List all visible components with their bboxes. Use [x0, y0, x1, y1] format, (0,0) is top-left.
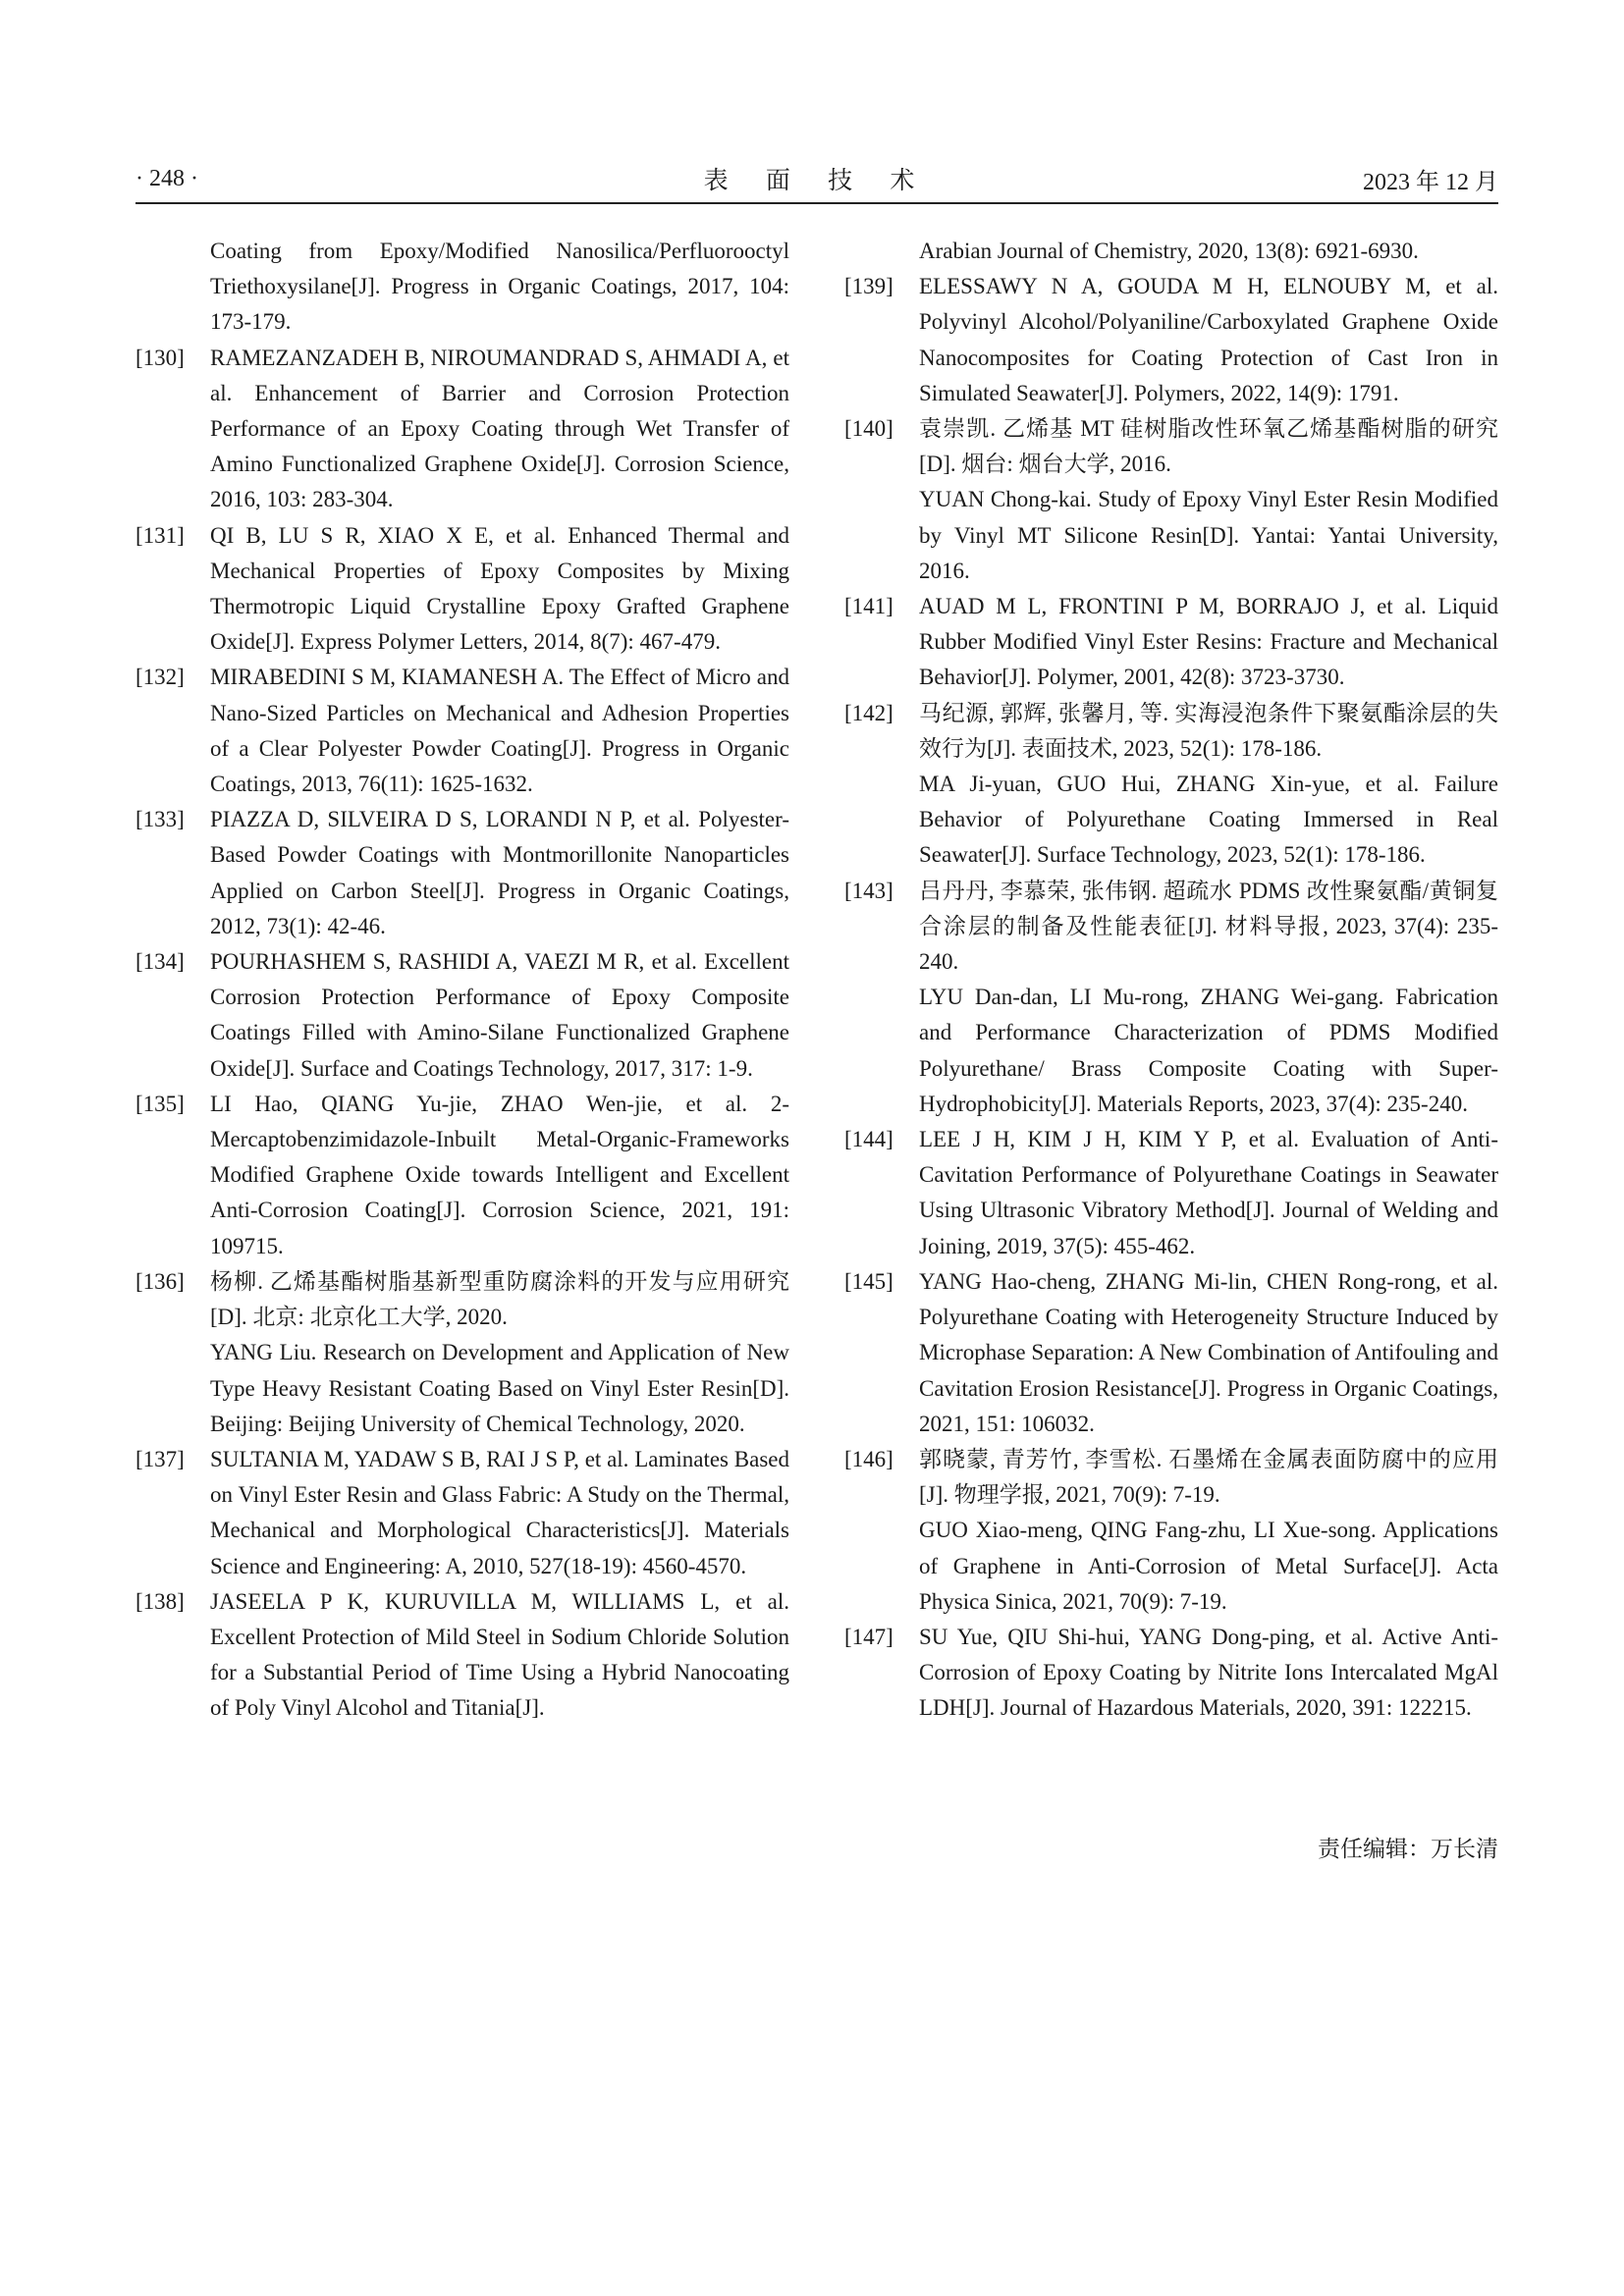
reference-line: YANG Hao-cheng, ZHANG Mi-lin, CHEN Rong-rong, et al. Polyurethane Coating with Heterogeneity Structure Induced by Microphase Separation: A New Combination of Antifouling and Cavitation Erosion Resistance[J]. Progress in Organic Coatings, 2021, 151: 106032.: [919, 1268, 1498, 1436]
reference-text: [210, 660, 789, 802]
reference-entry: [135, 1264, 789, 1442]
reference-text: [919, 411, 1498, 589]
reference-text: [919, 589, 1498, 696]
reference-text: [210, 1442, 789, 1584]
reference-entry: [135, 518, 789, 661]
reference-text: [210, 1264, 789, 1442]
reference-line: 吕丹丹, 李慕荣, 张伟钢. 超疏水 PDMS 改性聚氨酯/黄铜复合涂层的制备及性能表征[J]. 材料导报, 2023, 37(4): 235-240.: [919, 878, 1498, 975]
reference-continuation: Coating from Epoxy/Modified Nanosilica/Perfluorooctyl Triethoxysilane[J]. Progress in Organic Coatings, 2017, 104: 173-179.: [210, 239, 789, 335]
reference-line: SU Yue, QIU Shi-hui, YANG Dong-ping, et al. Active Anti-Corrosion of Epoxy Coating by Nitrite Ions Intercalated MgAl LDH[J]. Journal of Hazardous Materials, 2020, 391: 122215.: [919, 1624, 1498, 1721]
reference-number: [132]: [135, 665, 185, 690]
reference-text: [210, 1584, 789, 1727]
reference-text: [210, 802, 789, 944]
reference-entry: [135, 802, 789, 944]
reference-entry: [844, 589, 1498, 696]
reference-number: [130]: [135, 345, 185, 370]
reference-text: [210, 341, 789, 518]
reference-number: [140]: [844, 416, 893, 442]
reference-number: [134]: [135, 949, 185, 975]
journal-title: 表 面 技 术: [703, 168, 931, 194]
reference-line: 郭晓蒙, 青芳竹, 李雪松. 石墨烯在金属表面防腐中的应用[J]. 物理学报, 2021, 70(9): 7-19.: [919, 1446, 1498, 1508]
reference-line: PIAZZA D, SILVEIRA D S, LORANDI N P, et al. Polyester-Based Powder Coatings with Montmorillonite Nanoparticles Applied on Carbon Steel[J]. Progress in Organic Coatings, 2012, 73(1): 42-46.: [210, 807, 789, 938]
reference-line: GUO Xiao-meng, QING Fang-zhu, LI Xue-song. Applications of Graphene in Anti-Corrosion of Metal Surface[J]. Acta Physica Sinica, 2021, 70(9): 7-19.: [919, 1518, 1498, 1614]
reference-entry: [135, 1584, 789, 1727]
reference-number: [131]: [135, 522, 185, 548]
running-header: [135, 157, 1498, 200]
reference-number: [146]: [844, 1446, 893, 1471]
reference-entry: [135, 1087, 789, 1264]
reference-number: [145]: [844, 1268, 893, 1294]
reference-entry: [844, 411, 1498, 589]
reference-continuation: Arabian Journal of Chemistry, 2020, 13(8): 6921-6930.: [919, 239, 1419, 263]
left-column: [135, 234, 789, 1727]
reference-line: LI Hao, QIANG Yu-jie, ZHAO Wen-jie, et al. 2-Mercaptobenzimidazole-Inbuilt Metal-Organic-Frameworks Modified Graphene Oxide towards Intelligent and Excellent Anti-Corrosion Coating[J]. Corrosion Science, 2021, 191: 109715.: [210, 1091, 789, 1258]
reference-line: 杨柳. 乙烯基酯树脂基新型重防腐涂料的开发与应用研究[D]. 北京: 北京化工大学, 2020.: [210, 1268, 789, 1330]
reference-number: [147]: [844, 1624, 893, 1649]
reference-text: [210, 944, 789, 1087]
reference-line: 袁崇凯. 乙烯基 MT 硅树脂改性环氧乙烯基酯树脂的研究[D]. 烟台: 烟台大学, 2016.: [919, 416, 1498, 477]
reference-line: MA Ji-yuan, GUO Hui, ZHANG Xin-yue, et al. Failure Behavior of Polyurethane Coating Immersed in Real Seawater[J]. Surface Technology, 2023, 52(1): 178-186.: [919, 772, 1498, 868]
reference-line: POURHASHEM S, RASHIDI A, VAEZI M R, et al. Excellent Corrosion Protection Performance of Epoxy Composite Coatings Filled with Amino-Silane Functionalized Graphene Oxide[J]. Surface and Coatings Technology, 2017, 317: 1-9.: [210, 949, 789, 1081]
page-number: · 248 ·: [135, 165, 198, 191]
responsible-editor: 责任编辑：万长清: [1318, 1837, 1498, 1861]
reference-number: [137]: [135, 1446, 185, 1471]
reference-entry: [844, 1442, 1498, 1620]
reference-line: YANG Liu. Research on Development and Application of New Type Heavy Resistant Coating Based on Vinyl Ester Resin[D]. Beijing: Beijing University of Chemical Technology, 2020.: [210, 1340, 789, 1436]
reference-number: [138]: [135, 1588, 185, 1614]
reference-entry: [135, 944, 789, 1087]
reference-line: YUAN Chong-kai. Study of Epoxy Vinyl Ester Resin Modified by Vinyl MT Silicone Resin[D]. Yantai: Yantai University, 2016.: [919, 487, 1498, 583]
reference-text: [210, 518, 789, 661]
reference-list: [844, 269, 1498, 1726]
reference-entry: [135, 1442, 789, 1584]
reference-number: [142]: [844, 700, 893, 725]
reference-entry: [844, 1122, 1498, 1264]
reference-number: [144]: [844, 1127, 893, 1152]
issue-date: 2023 年 12 月: [1363, 169, 1498, 195]
reference-text: [919, 874, 1498, 1122]
reference-entry: [135, 341, 789, 518]
reference-number: [141]: [844, 594, 893, 619]
reference-number: [143]: [844, 878, 893, 903]
reference-entry: [844, 269, 1498, 411]
reference-entry: [844, 696, 1498, 874]
reference-number: [136]: [135, 1268, 185, 1294]
reference-text: [919, 1620, 1498, 1727]
reference-text: [919, 1442, 1498, 1620]
reference-line: 马纪源, 郭辉, 张馨月, 等. 实海浸泡条件下聚氨酯涂层的失效行为[J]. 表面技术, 2023, 52(1): 178-186.: [919, 700, 1498, 761]
reference-text: [919, 696, 1498, 874]
reference-text: [210, 1087, 789, 1264]
reference-number: [133]: [135, 807, 185, 832]
reference-number: [135]: [135, 1091, 185, 1116]
reference-line: QI B, LU S R, XIAO X E, et al. Enhanced Thermal and Mechanical Properties of Epoxy Composites by Mixing Thermotropic Liquid Crystalline Epoxy Grafted Graphene Oxide[J]. Express Polymer Letters, 2014, 8(7): 467-479.: [210, 522, 789, 655]
reference-number: [139]: [844, 274, 893, 299]
reference-line: AUAD M L, FRONTINI P M, BORRAJO J, et al. Liquid Rubber Modified Vinyl Ester Resins: Fracture and Mechanical Behavior[J]. Polymer, 2001, 42(8): 3723-3730.: [919, 594, 1498, 690]
reference-entry: [135, 660, 789, 802]
reference-line: JASEELA P K, KURUVILLA M, WILLIAMS L, et al. Excellent Protection of Mild Steel in Sodium Chloride Solution for a Substantial Period of Time Using a Hybrid Nanocoating of Poly Vinyl Alcohol and Titania[J].: [210, 1588, 789, 1721]
reference-entry: [844, 1620, 1498, 1727]
right-column: [844, 234, 1498, 1727]
reference-line: ELESSAWY N A, GOUDA M H, ELNOUBY M, et al. Polyvinyl Alcohol/Polyaniline/Carboxylated Graphene Oxide Nanocomposites for Coating Protection of Cast Iron in Simulated Seawater[J]. Polymers, 2022, 14(9): 1791.: [919, 274, 1498, 405]
reference-line: RAMEZANZADEH B, NIROUMANDRAD S, AHMADI A, et al. Enhancement of Barrier and Corrosion Protection Performance of an Epoxy Coating through Wet Transfer of Amino Functionalized Graphene Oxide[J]. Corrosion Science, 2016, 103: 283-304.: [210, 345, 789, 512]
header-rule: [135, 202, 1498, 204]
reference-text: [919, 269, 1498, 411]
reference-text: [919, 1264, 1498, 1442]
reference-line: LEE J H, KIM J H, KIM Y P, et al. Evaluation of Anti-Cavitation Performance of Polyurethane Coatings in Seawater Using Ultrasonic Vibratory Method[J]. Journal of Welding and Joining, 2019, 37(5): 455-462.: [919, 1127, 1498, 1258]
reference-entry: [844, 1264, 1498, 1442]
reference-list: [135, 341, 789, 1727]
reference-line: LYU Dan-dan, LI Mu-rong, ZHANG Wei-gang. Fabrication and Performance Characterization of PDMS Modified Polyurethane/ Brass Composite Coating with Super-Hydrophobicity[J]. Materials Reports, 2023, 37(4): 235-240.: [919, 985, 1498, 1116]
reference-line: SULTANIA M, YADAW S B, RAI J S P, et al. Laminates Based on Vinyl Ester Resin and Glass Fabric: A Study on the Thermal, Mechanical and Morphological Characteristics[J]. Materials Science and Engineering: A, 2010, 527(18-19): 4560-4570.: [210, 1446, 789, 1578]
reference-line: MIRABEDINI S M, KIAMANESH A. The Effect of Micro and Nano-Sized Particles on Mechanical and Adhesion Properties of a Clear Polyester Powder Coating[J]. Progress in Organic Coatings, 2013, 76(11): 1625-1632.: [210, 665, 789, 797]
reference-entry: [844, 874, 1498, 1122]
reference-text: [919, 1122, 1498, 1264]
